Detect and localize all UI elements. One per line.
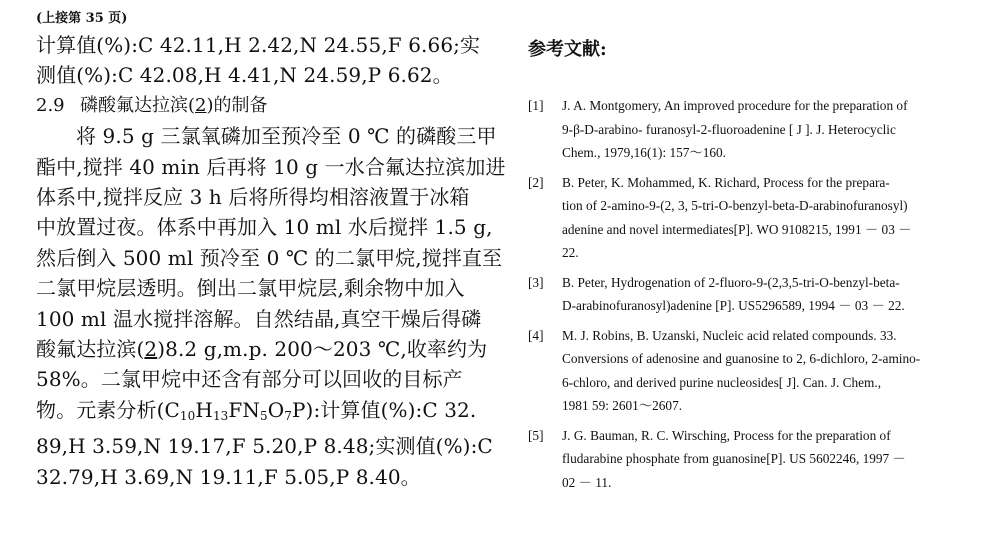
- formula-line: 物。元素分析(C10H13FN5O7P):计算值(%):C 32.: [36, 397, 477, 423]
- body-line: 计算值(%):C 42.11,H 2.42,N 24.55,F 6.66;实: [36, 33, 481, 57]
- body-line: 测值(%):C 42.08,H 4.41,N 24.59,P 6.62。: [36, 63, 453, 88]
- compound-ref: 2: [144, 337, 158, 362]
- section-title: 磷酸氟达拉滨(2)的制备: [80, 94, 268, 116]
- reference-line: 9-β-D-arabino- furanosyl-2-fluoroadenine [ J ]. J. Heterocyclic: [562, 121, 896, 137]
- reference-line: fludarabine phosphate from guanosine[P]. US 5602246, 1997 －: [562, 451, 906, 466]
- body-line: 32.79,H 3.69,N 19.11,F 5.05,P 8.40。: [36, 464, 421, 489]
- section-heading: [36, 91, 506, 121]
- reference-line: 22.: [562, 245, 579, 260]
- body-column: [36, 8, 506, 492]
- reference-line: 1981 59: 2601～2607.: [562, 398, 683, 413]
- reference-number: [1]: [528, 98, 544, 113]
- reference-line: J. A. Montgomery, An improved procedure for the preparation of: [562, 98, 908, 113]
- reference-item: [528, 171, 978, 265]
- reference-number: [5]: [528, 427, 544, 443]
- reference-number: [4]: [528, 327, 544, 343]
- continuation-note: (上接第 35 页): [36, 11, 128, 26]
- body-line: 89,H 3.59,N 19.17,F 5.20,P 8.48;实测值(%):C: [36, 434, 493, 459]
- body-line: 二氯甲烷层透明。倒出二氯甲烷层,剩余物中加入: [36, 276, 465, 301]
- reference-line: adenine and novel intermediates[P]. WO 9108215, 1991 － 03 －: [562, 221, 912, 237]
- reference-number: [3]: [528, 274, 544, 290]
- reference-item: [528, 424, 978, 495]
- reference-line: tion of 2-amino-9-(2, 3, 5-tri-O-benzyl-beta-D-arabinofuranosyl): [562, 198, 908, 213]
- reference-line: 6-chloro, and derived purine nucleosides[ J]. Can. J. Chem.,: [562, 374, 882, 390]
- references-column: [528, 36, 978, 500]
- reference-line: Chem., 1979,16(1): 157～160.: [562, 145, 726, 160]
- reference-item: [528, 271, 978, 318]
- reference-line: J. G. Bauman, R. C. Wirsching, Process for the preparation of: [562, 427, 891, 443]
- reference-line: B. Peter, K. Mohammed, K. Richard, Process for the prepara-: [562, 174, 890, 190]
- body-line: 酯中,搅拌 40 min 后再将 10 g 一水合氟达拉滨加进: [36, 154, 506, 179]
- body-line: 中放置过夜。体系中再加入 10 ml 水后搅拌 1.5 g,: [36, 215, 493, 240]
- reference-line: 02 － 11.: [562, 474, 612, 490]
- reference-item: [528, 94, 978, 165]
- references-title: 参考文献:: [528, 39, 607, 60]
- body-line: 体系中,搅拌反应 3 h 后将所得均相溶液置于冰箱: [36, 185, 470, 210]
- reference-list: [528, 94, 978, 494]
- reference-line: D-arabinofuranosyl)adenine [P]. US5296589, 1994 － 03 － 22.: [562, 298, 905, 313]
- reference-line: B. Peter, Hydrogenation of 2-fluoro-9-(2,3,5-tri-O-benzyl-beta-: [562, 274, 900, 290]
- compound-ref: 2: [195, 94, 207, 116]
- reference-number: [2]: [528, 174, 544, 190]
- reference-item: [528, 324, 978, 418]
- body-line: 100 ml 温水搅拌溶解。自然结晶,真空干燥后得磷: [36, 306, 482, 331]
- reference-line: Conversions of adenosine and guanosine to 2, 6-dichloro, 2-amino-: [562, 351, 921, 366]
- reference-line: M. J. Robins, B. Uzanski, Nucleic acid related compounds. 33.: [562, 327, 897, 343]
- body-line: 酸氟达拉滨(2)8.2 g,m.p. 200～203 ℃,收率约为: [36, 337, 488, 362]
- section-number: 2.9: [36, 94, 65, 116]
- body-line: 58%。二氯甲烷中还含有部分可以回收的目标产: [36, 367, 463, 392]
- body-line: 将 9.5 g 三氯氧磷加至预冷至 0 ℃ 的磷酸三甲: [76, 124, 497, 149]
- body-line: 然后倒入 500 ml 预冷至 0 ℃ 的二氯甲烷,搅拌直至: [36, 245, 503, 270]
